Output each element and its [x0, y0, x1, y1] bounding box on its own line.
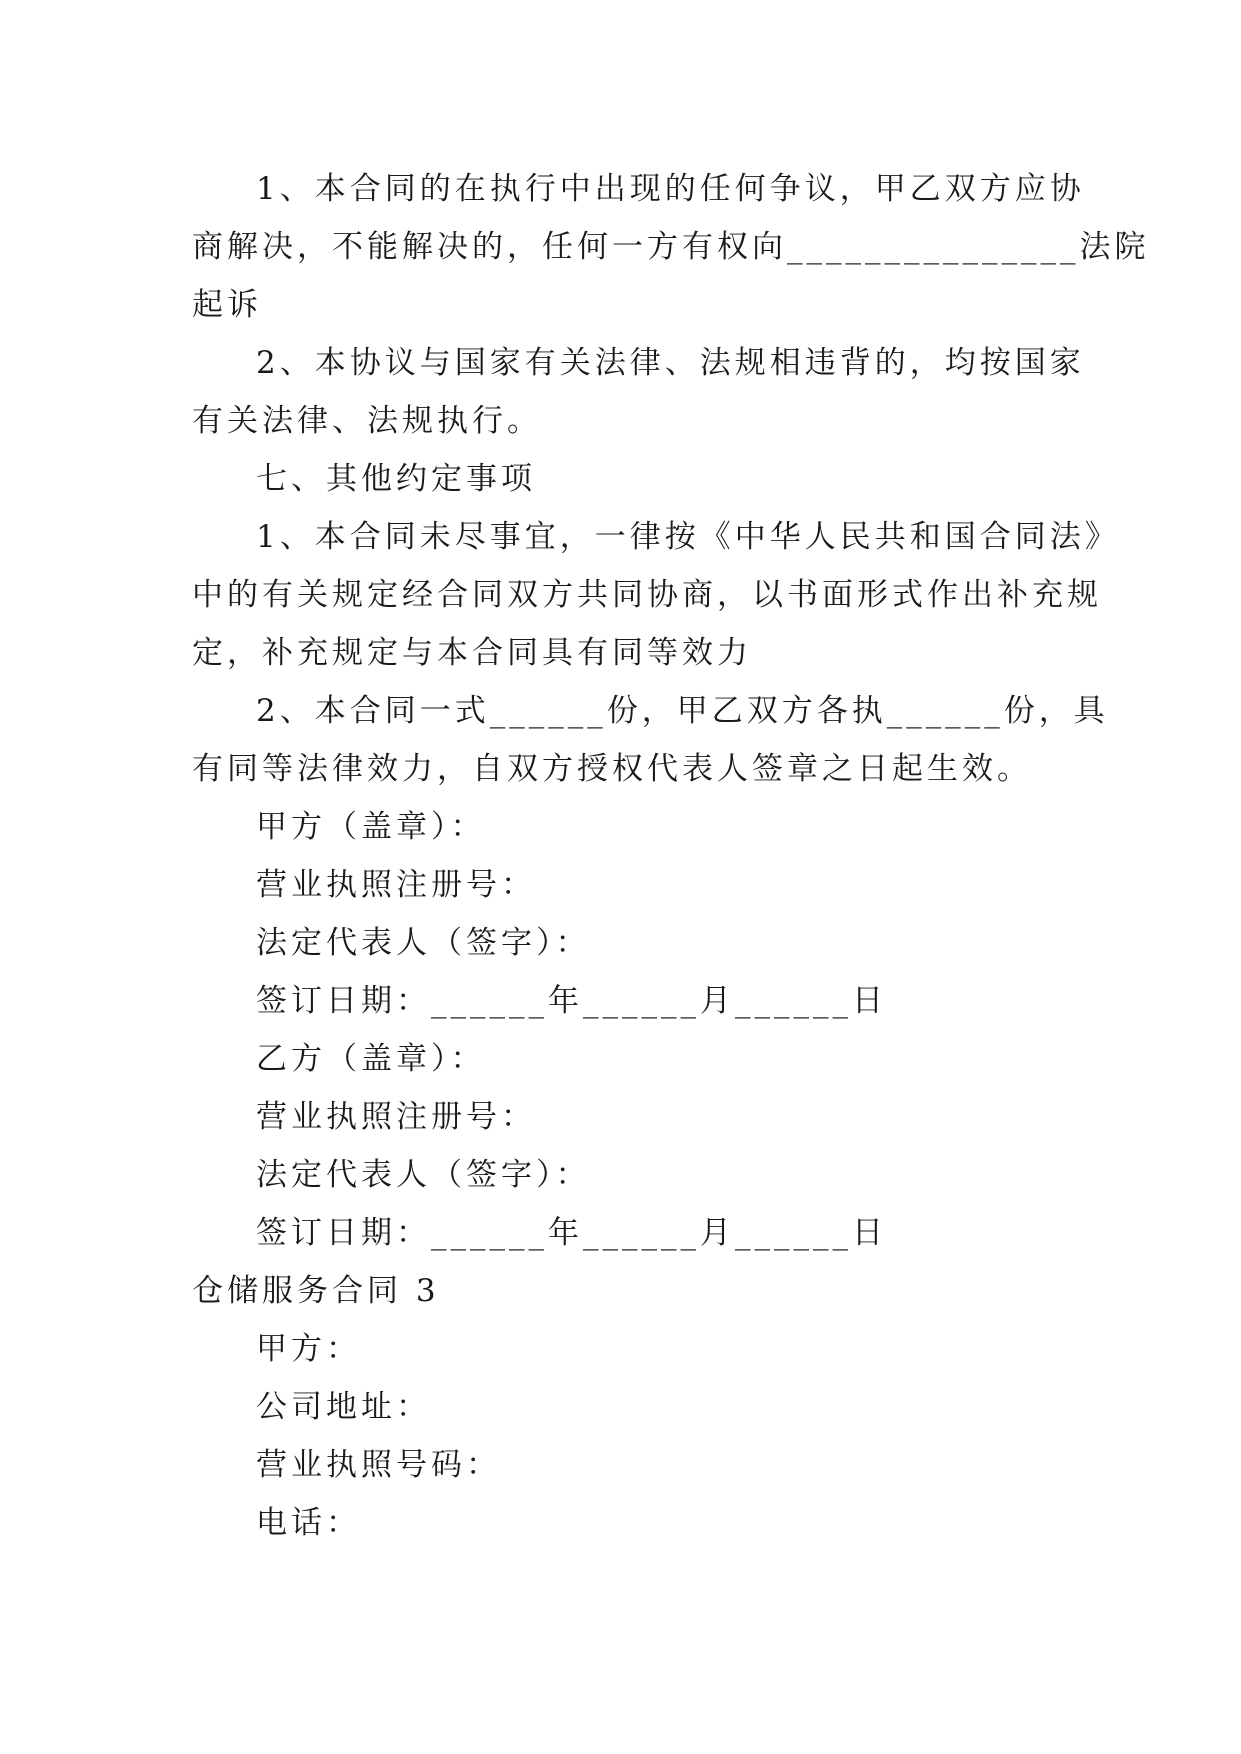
section-7-clause-1-line-1: 1、本合同未尽事宜，一律按《中华人民共和国合同法》: [256, 519, 1120, 555]
contract-3-license-label: 营业执照号码：: [256, 1447, 501, 1483]
party-a-seal-label: 甲方（盖章）：: [256, 809, 486, 845]
section-7-clause-2-line-2: 有同等法律效力，自双方授权代表人签章之日起生效。: [192, 751, 1032, 787]
contract-3-party-a-label: 甲方：: [256, 1331, 361, 1367]
party-b-license-label: 营业执照注册号：: [256, 1099, 536, 1135]
party-a-representative-label: 法定代表人（签字）：: [256, 925, 591, 961]
party-b-sign-date: 签订日期：______年______月______日: [256, 1215, 887, 1251]
party-b-representative-label: 法定代表人（签字）：: [256, 1157, 591, 1193]
party-a-sign-date: 签订日期：______年______月______日: [256, 983, 887, 1019]
clause-1-line-3: 起诉: [192, 287, 262, 323]
contract-3-title: 仓储服务合同 3: [192, 1273, 440, 1309]
clause-1-line-1: 1、本合同的在执行中出现的任何争议，甲乙双方应协: [256, 171, 1085, 207]
document-page: [192, 160, 1150, 1552]
clause-2-line-1: 2、本协议与国家有关法律、法规相违背的，均按国家: [256, 345, 1085, 381]
contract-3-phone-label: 电话：: [256, 1505, 361, 1541]
section-7-clause-1-line-3: 定，补充规定与本合同具有同等效力: [192, 635, 752, 671]
section-7-clause-2-line-1: 2、本合同一式______份，甲乙双方各执______份，具: [256, 693, 1109, 729]
party-b-seal-label: 乙方（盖章）：: [256, 1041, 486, 1077]
clause-2-line-2: 有关法律、法规执行。: [192, 403, 542, 439]
clause-1-line-2: 商解决，不能解决的，任何一方有权向_______________法院: [192, 229, 1150, 265]
party-a-license-label: 营业执照注册号：: [256, 867, 536, 903]
section-7-clause-1-line-2: 中的有关规定经合同双方共同协商，以书面形式作出补充规: [192, 577, 1102, 613]
section-7-heading: 七、其他约定事项: [256, 461, 536, 497]
contract-3-address-label: 公司地址：: [256, 1389, 431, 1425]
